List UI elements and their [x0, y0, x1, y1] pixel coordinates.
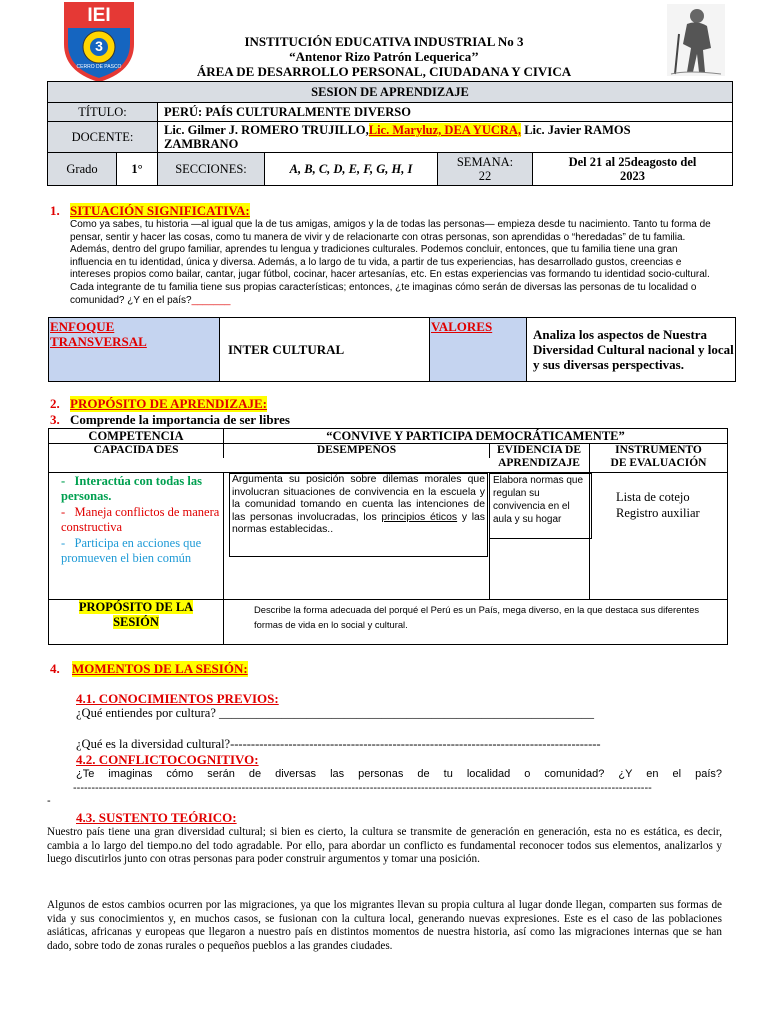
competencia-table: [48, 428, 728, 645]
desempeno-end: .: [330, 524, 334, 535]
section-1-heading: SITUACIÓN SIGNIFICATIVA:: [70, 203, 250, 218]
competencia-value: “CONVIVE Y PARTICIPA DEMOCRÁTICAMENTE”: [326, 429, 625, 443]
situacion-text: [70, 219, 722, 307]
col-instrumento-2: DE EVALUACIÓN: [610, 457, 707, 469]
section-2-number: 2.: [50, 396, 60, 411]
capacidad-3-text: Participa en acciones que promueven el bien común: [61, 536, 202, 565]
instrumento-cell: [590, 473, 727, 599]
fecha-line1: Del 21 al 25deagosto del: [568, 155, 697, 169]
proposito-sesion-text: Describe la forma adecuada del porqué el Perú es un País, mega diverso, en la que destaca sus diferentes formas de vida en lo social y cultural.: [254, 604, 700, 630]
question-1: [76, 706, 636, 721]
section-4-number: 4.: [50, 661, 60, 676]
logo-letters: IEI: [87, 5, 111, 26]
institution-subtitle: “Antenor Rizo Patrón Lequerica’’: [289, 49, 479, 64]
enfoque-label-2: TRANSVERSAL: [50, 334, 147, 349]
valores-label-cell: [430, 318, 527, 382]
desempeno-box: [229, 473, 488, 557]
question-3: [47, 768, 722, 782]
section-3-item: Comprende la importancia de ser libres: [70, 412, 290, 427]
docente-label: DOCENTE:: [48, 122, 158, 153]
enfoque-table: [48, 317, 736, 382]
section-41-heading: 4.1. CONOCIMIENTOS PREVIOS:: [76, 691, 279, 706]
capacidad-1-text: Interactúa con todas las personas.: [61, 474, 202, 503]
instrumento-1: Lista de cotejo: [616, 490, 690, 504]
section-2-heading: PROPÓSITO DE APRENDIZAJE:: [70, 396, 267, 411]
instrumento-2: Registro auxiliar: [616, 506, 700, 520]
question-2-text: ¿Qué es la diversidad cultural?: [76, 737, 231, 751]
desempeno-text-2: y las normas establecidas.: [232, 511, 485, 535]
proposito-sesion-label: [49, 600, 224, 644]
question-1-blank: ____________________________________________________________: [219, 706, 594, 720]
proposito-sesion-label-2: SESIÓN: [113, 615, 159, 629]
question-1-text: ¿Qué entiendes por cultura?: [76, 706, 219, 720]
valores-label: VALORES: [431, 319, 493, 334]
logo-caption: CERRO DE PASCO: [76, 64, 122, 70]
situacion-blank: _______: [191, 294, 231, 306]
fecha-line2: 2023: [620, 169, 645, 183]
fecha-cell: [533, 153, 733, 186]
question-2-dashes: -----------------------------------------------------------------------------------------: [230, 737, 601, 751]
situacion-paragraph: Como ya sabes, tu historia —al igual que la de tus amigas, amigos y la de todas las personas— empieza desde tu nacimiento. Tanto tu forma de pensar, sentir y hacer las cosas, como tu manera de vivir y de relacionarte con otras personas, son aprendidas o “heredadas” de tu familia. Además, dentro del grupo familiar, aprendes tu lengua y tradiciones culturales. Podemos concluir, entonces, que tu familia tiene una gran influencia en tu identidad, única y diversa. Además, a lo largo de tu vida, a partir de tus experiencias, has desarrollado gustos, creencias e intereses propios como bailar, cantar, jugar fútbol, cocinar, hacer artesanías, etc. En estas experiencias vas formando tu identidad socio-cultural. Cada integrante de tu familia tiene sus propias características; entonces, ¿te imaginas cómo serán de diversas las personas de tu localidad o comunidad? ¿Y en el país?: [70, 219, 711, 306]
column-header-row: [49, 444, 727, 473]
desempeno-text-1: Argumenta su posición sobre dilemas morales que involucran situaciones de convivencia en la escuela y la comunidad tomando en cuenta las intenciones de las personas involucradas, los: [232, 474, 485, 523]
secciones-label: SECCIONES:: [158, 153, 265, 186]
content-row: [49, 473, 727, 600]
col-evidencia-2: APRENDIZAJE: [498, 457, 580, 469]
titulo-value: PERÚ: PAÍS CULTURALMENTE DIVERSO: [158, 103, 733, 122]
docente-value: [158, 122, 733, 153]
session-title: SESION DE APRENDIZAJE: [48, 82, 733, 103]
col-instrumento-1: INSTRUMENTO: [615, 444, 702, 456]
question-3-dashes: --------------------------------------------------------------------------------------------------------------------------------------------------------------: [73, 782, 652, 794]
competencia-row: [49, 429, 727, 444]
docente-name-1: Lic. Gilmer J. ROMERO TRUJILLO,: [164, 123, 369, 137]
docente-name-3b: ZAMBRANO: [164, 137, 239, 151]
desempenos-cell: [224, 473, 490, 599]
grado-label: Grado: [48, 153, 117, 186]
valores-value: Analiza los aspectos de Nuestra Diversidad Cultural nacional y local y sus diversas perspectivas.: [527, 318, 736, 382]
section-1-number: 1.: [50, 203, 60, 218]
section-43-heading: 4.3. SUSTENTO TEÓRICO:: [76, 810, 237, 825]
col-evidencia-1: EVIDENCIA DE: [496, 444, 582, 456]
section-4-heading: MOMENTOS DE LA SESIÓN:: [72, 661, 248, 676]
section-3-number: 3.: [50, 412, 60, 427]
evidencia-text: Elabora normas que regulan su convivencia en el aula y su hogar: [489, 473, 592, 539]
proposito-sesion-label-1: PROPÓSITO DE LA: [78, 600, 194, 614]
logo-number: 3: [95, 38, 103, 54]
proposito-sesion-row: [49, 600, 727, 644]
capacidad-3: - Participa en acciones que promueven el bien común: [61, 536, 202, 565]
col-evidencia: [489, 444, 590, 472]
grado-value: 1°: [117, 153, 158, 186]
enfoque-value: INTER CULTURAL: [220, 318, 430, 382]
evidencia-cell: [489, 473, 590, 599]
sustento-paragraph-2: Algunos de estos cambios ocurren por las migraciones, ya que los migrantes llevan su propia cultura al lugar donde llegan, comparten sus formas de vida y sus conocimientos y, en muchos casos, se fusionan con la cultura local, generando nuevas expresiones. Este es el caso de las poblaciones asiáticas, africanas y europeas que llegaron a nuestro país en distintos momentos de nuestra historia, así como las migraciones internas que se han dado, sobre todo de zonas rurales o pequeños pueblos a las grandes ciudades.: [47, 899, 722, 952]
desempeno-underlined: principios éticos: [381, 511, 458, 523]
capacidad-2: - Maneja conflictos de manera constructiva: [61, 505, 220, 534]
enfoque-label-1: ENFOQUE: [50, 319, 115, 334]
sustento-paragraph-1: Nuestro país tiene una gran diversidad cultural; si bien es cierto, la cultura se transmite de generación en generación, esta no es estática, es decir, cambia a lo largo del tiempo.no del todo agradable. Por ello, para abordar un conflicto es fundamental reconocer todos sus elementos, analizarlos y luego discutirlos junto con otras personas para poder construir argumentos y tomar una posición.: [47, 826, 722, 866]
col-desempenos: DESEMPEÑOS: [224, 444, 490, 458]
enfoque-label-cell: [49, 318, 220, 382]
capacidades-cell: [49, 473, 224, 599]
section-42-heading: 4.2. CONFLICTOCOGNITIVO:: [76, 752, 259, 767]
question-3-last-dash: -: [47, 795, 51, 807]
col-capacidades: CAPACIDA DES: [49, 444, 224, 458]
institution-name: INSTITUCIÓN EDUCATIVA INDUSTRIAL No 3: [244, 34, 524, 49]
capacidad-1: - Interactúa con todas las personas.: [61, 474, 202, 503]
col-instrumento: [590, 444, 727, 472]
capacidad-2-text: Maneja conflictos de manera constructiva: [61, 505, 220, 534]
titulo-label: TÍTULO:: [48, 103, 158, 122]
area-name: ÁREA DE DESARROLLO PERSONAL, CIUDADANA Y CIVICA: [196, 64, 572, 79]
competencia-label: COMPETENCIA: [49, 429, 224, 443]
docente-name-2: Lic. Maryluz, DEA YUCRA,: [368, 123, 522, 137]
semana-label: SEMANA:: [456, 155, 514, 169]
semana-cell: [438, 153, 533, 186]
semana-value: 22: [478, 169, 492, 183]
docente-name-3: Lic. Javier RAMOS: [521, 123, 631, 137]
secciones-value: A, B, C, D, E, F, G, H, I: [265, 153, 438, 186]
session-info-table: [47, 81, 733, 186]
question-2: [76, 737, 626, 752]
question-3-text: ¿Te imaginas cómo serán de diversas las personas de tu localidad o comunidad? ¿Y en el país?: [76, 768, 722, 780]
